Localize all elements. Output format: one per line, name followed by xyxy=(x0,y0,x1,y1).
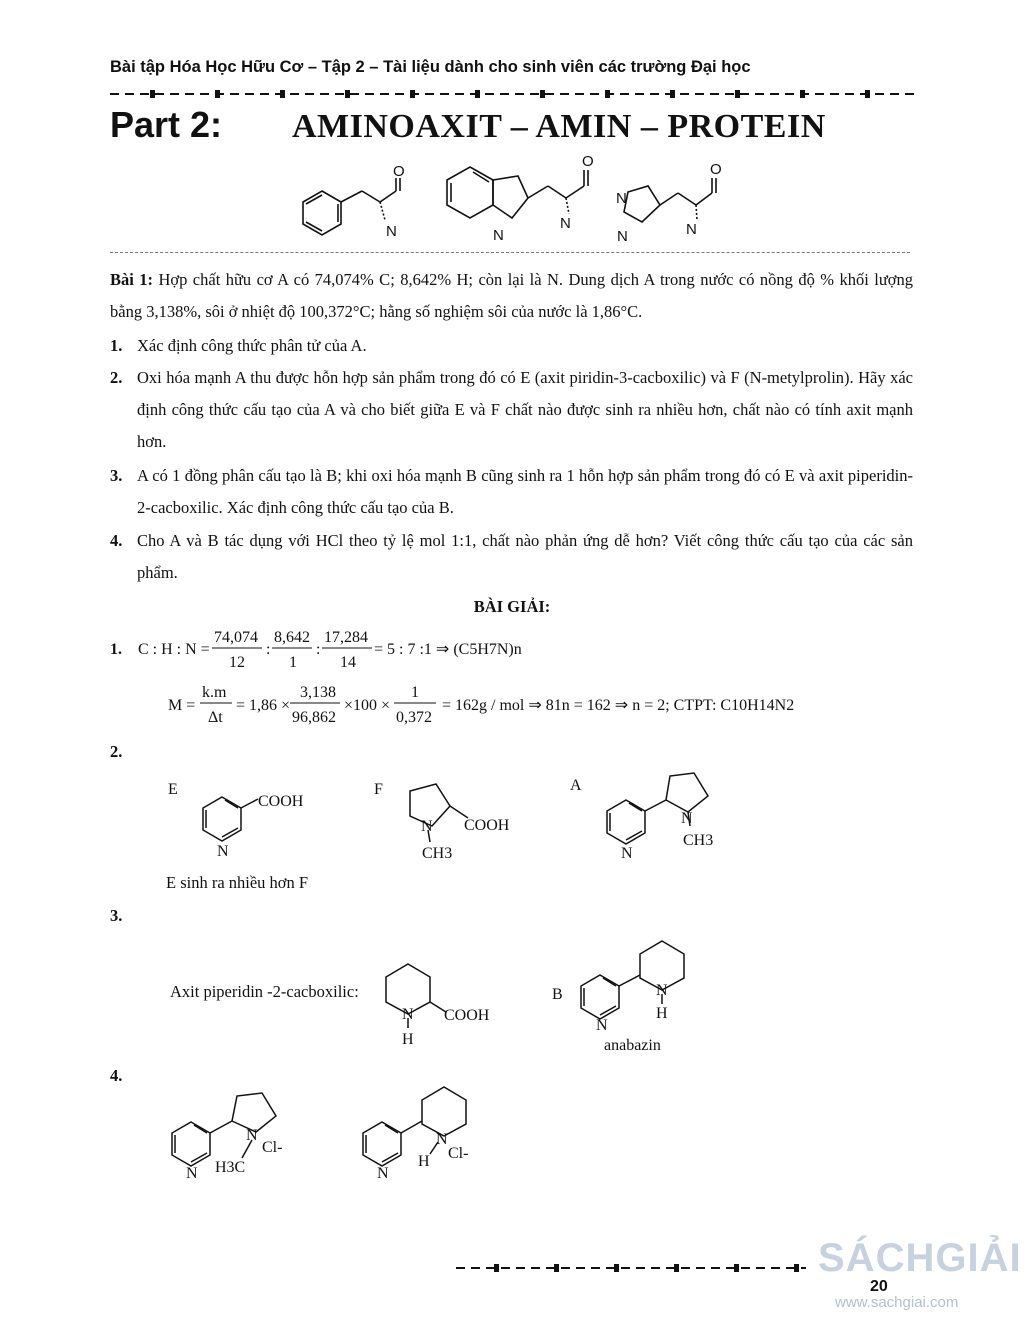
label-e: E xyxy=(168,781,178,798)
e-nitrogen: N xyxy=(217,843,229,860)
part-label: Part 2: xyxy=(110,104,223,145)
fraction-4-denominator: 96,862 xyxy=(292,709,336,726)
solution-2-note: E sinh ra nhiều hơn F xyxy=(166,873,309,892)
b-nh-hydrogen: H xyxy=(656,1005,668,1022)
fraction-2-denominator: 1 xyxy=(289,654,297,671)
a-pyridine-nitrogen: N xyxy=(621,845,633,862)
anabasine-pyridine-nitrogen: N xyxy=(377,1165,389,1182)
page-number: 20 xyxy=(870,1278,888,1295)
nitrogen-label-1: N xyxy=(386,223,397,240)
nicotine-salt-nitrogen: N xyxy=(246,1127,258,1144)
fraction-1-numerator: 74,074 xyxy=(214,629,258,646)
b-pyridine-nitrogen: N xyxy=(596,1017,608,1034)
fraction-2-numerator: 8,642 xyxy=(274,629,310,646)
solution-3-number: 3. xyxy=(110,906,123,925)
nitrogen-label-2: N xyxy=(560,215,571,232)
b-piperidine-nitrogen: N xyxy=(656,982,668,999)
watermark-logo: SÁCHGIẢI xyxy=(818,1236,1022,1280)
fraction-3-denominator: 14 xyxy=(340,654,356,671)
e-cooh: COOH xyxy=(258,793,304,810)
problem-item-3: 3. A có 1 đồng phân cấu tạo là B; khi oxi hóa mạnh B cũng sinh ra 1 hỗn hợp sản phẩm trong đó có E và axit piperidin-2-cacboxilic. Xác định công thức cấu tạo của B. xyxy=(110,466,913,517)
acid-nitrogen: N xyxy=(402,1006,414,1023)
solution-2-number: 2. xyxy=(110,742,123,761)
solution-4-number: 4. xyxy=(110,1066,123,1085)
constant-2: ×100 × xyxy=(344,697,391,714)
label-b: B xyxy=(552,986,563,1003)
nitrogen-label-4: N xyxy=(686,221,697,238)
oxygen-label-1: O xyxy=(393,163,405,180)
anabasine-salt-nitrogen: N xyxy=(436,1131,448,1148)
problem-intro: Bài 1: Hợp chất hữu cơ A có 74,074% C; 8,642% H; còn lại là N. Dung dịch A trong nước có nồng độ % khối lượng bằng 3,138%, sôi ở nhiệt độ 100,372°C; hằng số nghiệm sôi của nước là 1,86°C. xyxy=(110,270,913,321)
nitrogen-label-5: N xyxy=(616,190,627,207)
acid-cooh: COOH xyxy=(444,1007,490,1024)
svg-text::: : xyxy=(316,641,321,658)
acid-label: Axit piperidin -2-cacboxilic: xyxy=(170,982,359,1001)
f-nitrogen: N xyxy=(421,818,433,835)
fraction-5-denominator: 0,372 xyxy=(396,709,432,726)
solution-1-number: 1. xyxy=(110,641,122,658)
constant-1: = 1,86 × xyxy=(236,697,291,714)
label-a: A xyxy=(570,777,582,794)
problem-item-2: 2. Oxi hóa mạnh A thu được hỗn hợp sản phẩm trong đó có E (axit piridin-3-cacboxilic) và F (N-metylprolin). Hãy xác định công thức cấu tạo của A và cho biết giữa E và F chất nào được sinh ra nhiều hơn, chất nào có tính axit mạnh hơn. xyxy=(110,368,913,451)
f-cooh: COOH xyxy=(464,817,510,834)
nitrogen-label-3: N xyxy=(493,227,504,244)
problem-item-4: 4. Cho A và B tác dụng với HCl theo tỷ lệ mol 1:1, chất nào phản ứng dễ hơn? Viết công thức cấu tạo của các sản phẩm. xyxy=(110,531,913,582)
km-denominator: Δt xyxy=(208,709,223,726)
f-ch3: CH3 xyxy=(422,845,453,862)
document-header: Bài tập Hóa Học Hữu Cơ – Tập 2 – Tài liệu dành cho sinh viên các trường Đại học xyxy=(110,58,751,76)
fraction-3-numerator: 17,284 xyxy=(324,629,368,646)
nicotine-pyridine-nitrogen: N xyxy=(186,1165,198,1182)
acid-nh-hydrogen: H xyxy=(402,1031,414,1048)
a-pyrrolidine-nitrogen: N xyxy=(681,810,693,827)
anabazin-label: anabazin xyxy=(604,1037,661,1054)
part-title: AMINOAXIT – AMIN – PROTEIN xyxy=(292,108,826,145)
nicotine-chloride: Cl- xyxy=(262,1139,283,1156)
ratio-lhs: C : H : N = xyxy=(138,641,210,658)
m-lhs: M = xyxy=(168,697,196,714)
problem-item-1: 1. Xác định công thức phân tử của A. xyxy=(110,336,367,355)
anabasine-hydrogen: H xyxy=(418,1153,430,1170)
watermark-url[interactable]: www.sachgiai.com xyxy=(835,1294,959,1311)
nicotine-h3c: H3C xyxy=(215,1159,246,1176)
nitrogen-label-6: N xyxy=(617,228,628,245)
solution-title: BÀI GIẢI: xyxy=(473,597,551,616)
fraction-1-denominator: 12 xyxy=(229,654,245,671)
anabasine-chloride: Cl- xyxy=(448,1145,469,1162)
oxygen-label-2: O xyxy=(582,153,594,170)
label-f: F xyxy=(374,781,383,798)
oxygen-label-3: O xyxy=(710,161,722,178)
fraction-5-numerator: 1 xyxy=(411,684,419,701)
fraction-4-numerator: 3,138 xyxy=(300,684,336,701)
a-ch3: CH3 xyxy=(683,832,714,849)
km-numerator: k.m xyxy=(202,684,227,701)
ratio-rhs: = 5 : 7 :1 ⇒ (C5H7N)n xyxy=(374,641,522,658)
m-rhs: = 162g / mol ⇒ 81n = 162 ⇒ n = 2; CTPT: C10H14N2 xyxy=(442,697,795,714)
svg-text::: : xyxy=(266,641,271,658)
